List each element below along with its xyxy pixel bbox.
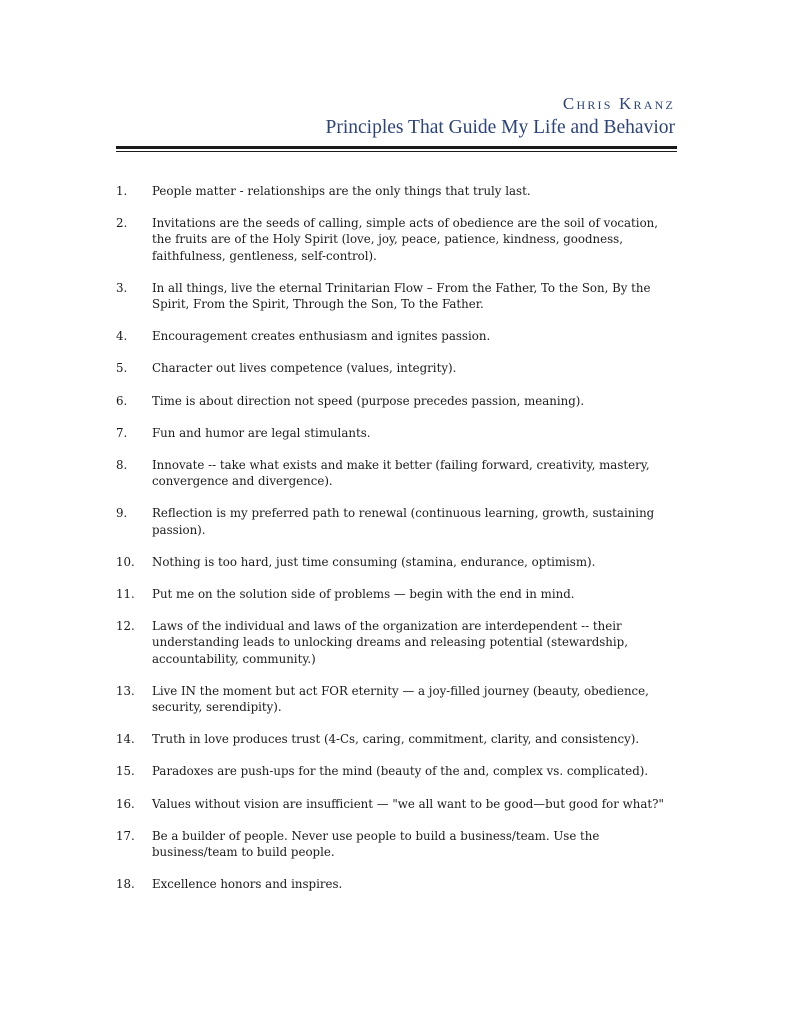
principle-number: 5.: [116, 361, 128, 376]
principle-item: [116, 360, 676, 376]
principle-text: Fun and humor are legal stimulants.: [152, 425, 371, 440]
principle-text: Innovate -- take what exists and make it better (failing forward, creativity, mastery, convergence and divergence).: [152, 458, 650, 489]
principle-number: 14.: [116, 732, 135, 747]
principle-item: [116, 457, 676, 489]
principle-text: Time is about direction not speed (purpose precedes passion, meaning).: [152, 393, 585, 408]
principle-number: 3.: [116, 280, 128, 295]
principle-item: [116, 215, 676, 264]
principle-item: [116, 425, 676, 441]
principle-number: 12.: [116, 619, 135, 634]
principle-text: Truth in love produces trust (4-Cs, caring, commitment, clarity, and consistency).: [152, 732, 640, 747]
principle-text: In all things, live the eternal Trinitarian Flow – From the Father, To the Son, By the Spirit, From the Spirit, Through the Son, To the Father.: [152, 280, 651, 312]
principle-text: Encouragement creates enthusiasm and ignites passion.: [152, 329, 491, 344]
principle-number: 1.: [116, 184, 128, 198]
principle-item: [116, 618, 676, 667]
principle-text: Paradoxes are push-ups for the mind (beauty of the and, complex vs. complicated).: [152, 764, 649, 779]
header-rule-thick: [116, 146, 677, 149]
principle-number: 13.: [116, 683, 135, 698]
principle-item: [116, 393, 676, 409]
principle-item: [116, 328, 676, 344]
principle-text: Be a builder of people. Never use people to build a business/team. Use the business/team to build people.: [152, 828, 600, 860]
principle-number: 8.: [116, 458, 128, 473]
principle-number: 18.: [116, 877, 135, 892]
principles-list: [116, 183, 676, 908]
principle-number: 11.: [116, 587, 135, 602]
principle-item: [116, 505, 676, 537]
principle-item: [116, 683, 676, 715]
principle-number: 6.: [116, 393, 128, 408]
principle-item: [116, 280, 676, 312]
principle-text: Nothing is too hard, just time consuming (stamina, endurance, optimism).: [152, 554, 596, 569]
principle-item: [116, 183, 676, 199]
principle-number: 17.: [116, 828, 135, 843]
principle-item: [116, 586, 676, 602]
author-name: Chris Kranz: [562, 94, 675, 113]
principle-text: People matter - relationships are the only things that truly last.: [152, 184, 531, 198]
principle-number: 9.: [116, 506, 128, 521]
header-rule-thin: [116, 151, 677, 152]
principle-item: [116, 796, 676, 812]
principle-text: Reflection is my preferred path to renewal (continuous learning, growth, sustaining passion).: [152, 506, 655, 537]
principle-number: 15.: [116, 764, 135, 779]
principle-item: [116, 554, 676, 570]
document-header: [326, 94, 675, 140]
principle-number: 4.: [116, 329, 128, 344]
principle-text: Values without vision are insufficient — "we all want to be good—but good for what?": [152, 796, 664, 811]
principle-text: Laws of the individual and laws of the organization are interdependent -- their understanding leads to unlocking dreams and releasing potential (stewardship, accountability, community.): [152, 619, 628, 666]
principle-number: 10.: [116, 554, 135, 569]
document-title: Principles That Guide My Life and Behavior: [325, 117, 675, 138]
principle-text: Live IN the moment but act FOR eternity — a joy-filled journey (beauty, obedience, security, serendipity).: [152, 683, 649, 715]
principle-item: [116, 876, 676, 892]
principle-number: 16.: [116, 796, 135, 811]
principle-item: [116, 763, 676, 779]
principle-text: Character out lives competence (values, integrity).: [152, 361, 457, 376]
principle-number: 2.: [116, 216, 128, 231]
principle-item: [116, 731, 676, 747]
principle-item: [116, 828, 676, 860]
principle-number: 7.: [116, 425, 128, 440]
principle-text: Invitations are the seeds of calling, simple acts of obedience are the soil of vocation, the fruits are of the Holy Spirit (love, joy, peace, patience, kindness, goodness, faithfulness, gentleness, self-control).: [152, 216, 659, 263]
principle-text: Put me on the solution side of problems — begin with the end in mind.: [152, 587, 575, 602]
principle-text: Excellence honors and inspires.: [152, 877, 343, 892]
